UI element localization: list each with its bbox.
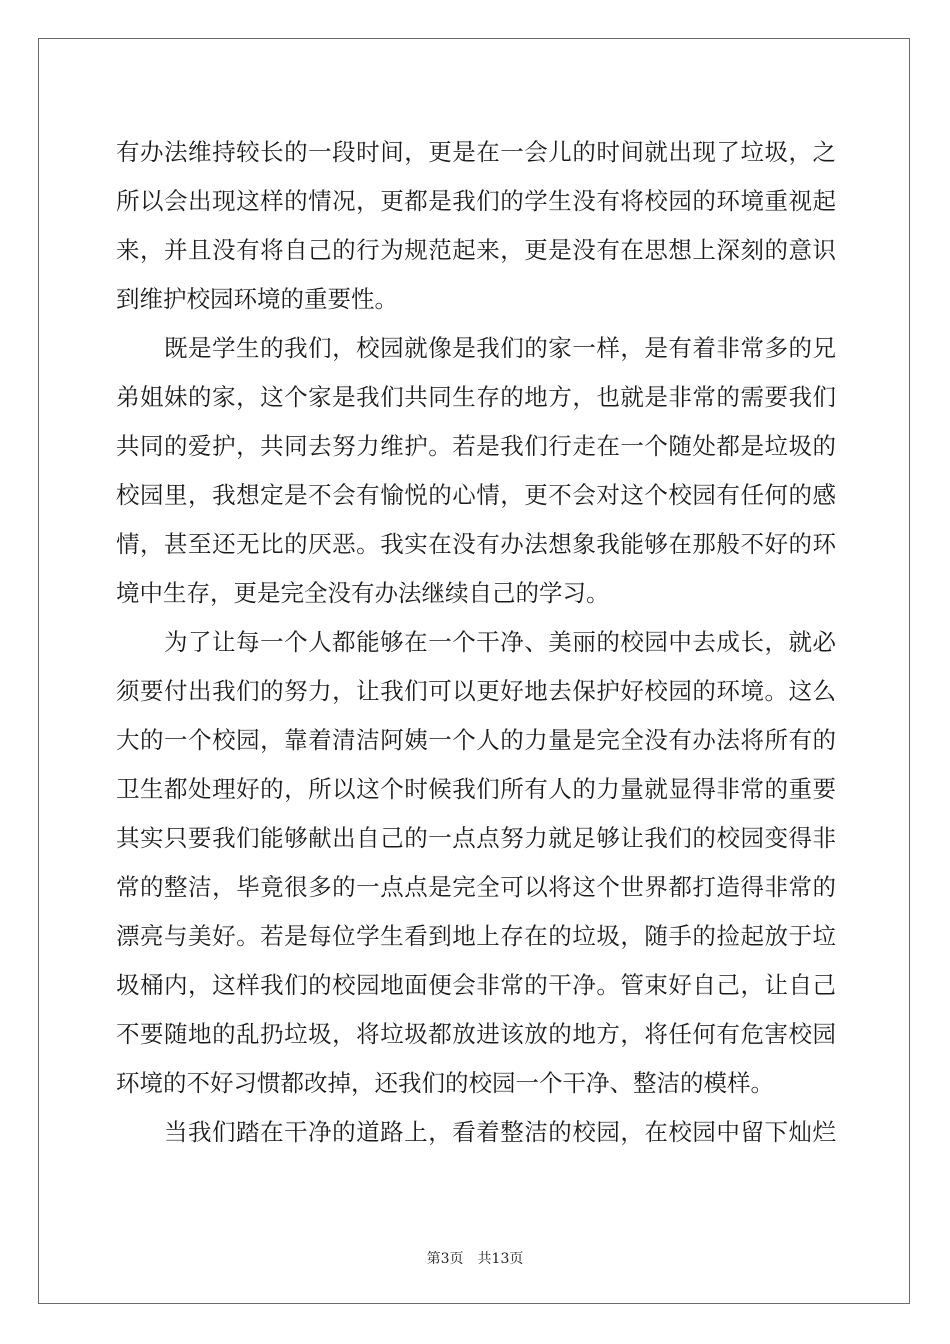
text-line: 校园里，我想定是不会有愉悦的心情，更不会对这个校园有任何的感 <box>116 481 836 509</box>
text-line: 常的整洁，毕竟很多的一点点是完全可以将这个世界都打造得非常的 <box>116 873 836 901</box>
text-line: 卫生都处理好的，所以这个时候我们所有人的力量就显得非常的重要 <box>116 775 836 803</box>
text-line: 到维护校园环境的重要性。 <box>116 285 398 313</box>
text-line: 所以会出现这样的情况，更都是我们的学生没有将校园的环境重视起 <box>116 187 836 215</box>
text-line: 漂亮与美好。若是每位学生看到地上存在的垃圾，随手的捡起放于垃 <box>116 922 836 950</box>
page-number: 第3页 <box>426 1251 464 1267</box>
text-line: 大的一个校园，靠着清洁阿姨一个人的力量是完全没有办法将所有的 <box>116 726 836 754</box>
text-line: 弟姐妹的家，这个家是我们共同生存的地方，也就是非常的需要我们 <box>116 383 836 411</box>
paragraph-first-line: 既是学生的我们，校园就像是我们的家一样，是有着非常多的兄 <box>164 334 836 362</box>
text-line: 来，并且没有将自己的行为规范起来，更是没有在思想上深刻的意识 <box>116 236 836 264</box>
text-line: 有办法维持较长的一段时间，更是在一会儿的时间就出现了垃圾，之 <box>116 138 836 166</box>
text-line: 须要付出我们的努力，让我们可以更好地去保护好校园的环境。这么 <box>116 677 836 705</box>
page-total: 共13页 <box>477 1251 524 1267</box>
text-line: 环境的不好习惯都改掉，还我们的校园一个干净、整洁的模样。 <box>116 1069 774 1097</box>
text-line: 圾桶内，这样我们的校园地面便会非常的干净。管束好自己，让自己 <box>116 971 836 999</box>
text-line: 共同的爱护，共同去努力维护。若是我们行走在一个随处都是垃圾的 <box>116 432 836 460</box>
text-line: 其实只要我们能够献出自己的一点点努力就足够让我们的校园变得非 <box>116 824 836 852</box>
page-footer <box>0 1248 950 1268</box>
text-line: 情，甚至还无比的厌恶。我实在没有办法想象我能够在那般不好的环 <box>116 530 836 558</box>
document-body <box>116 128 836 1157</box>
paragraph-first-line: 为了让每一个人都能够在一个干净、美丽的校园中去成长，就必 <box>164 628 836 656</box>
paragraph-first-line: 当我们踏在干净的道路上，看着整洁的校园，在校园中留下灿烂 <box>164 1118 836 1146</box>
text-line: 境中生存，更是完全没有办法继续自己的学习。 <box>116 579 610 607</box>
text-line: 不要随地的乱扔垃圾，将垃圾都放进该放的地方，将任何有危害校园 <box>116 1020 836 1048</box>
